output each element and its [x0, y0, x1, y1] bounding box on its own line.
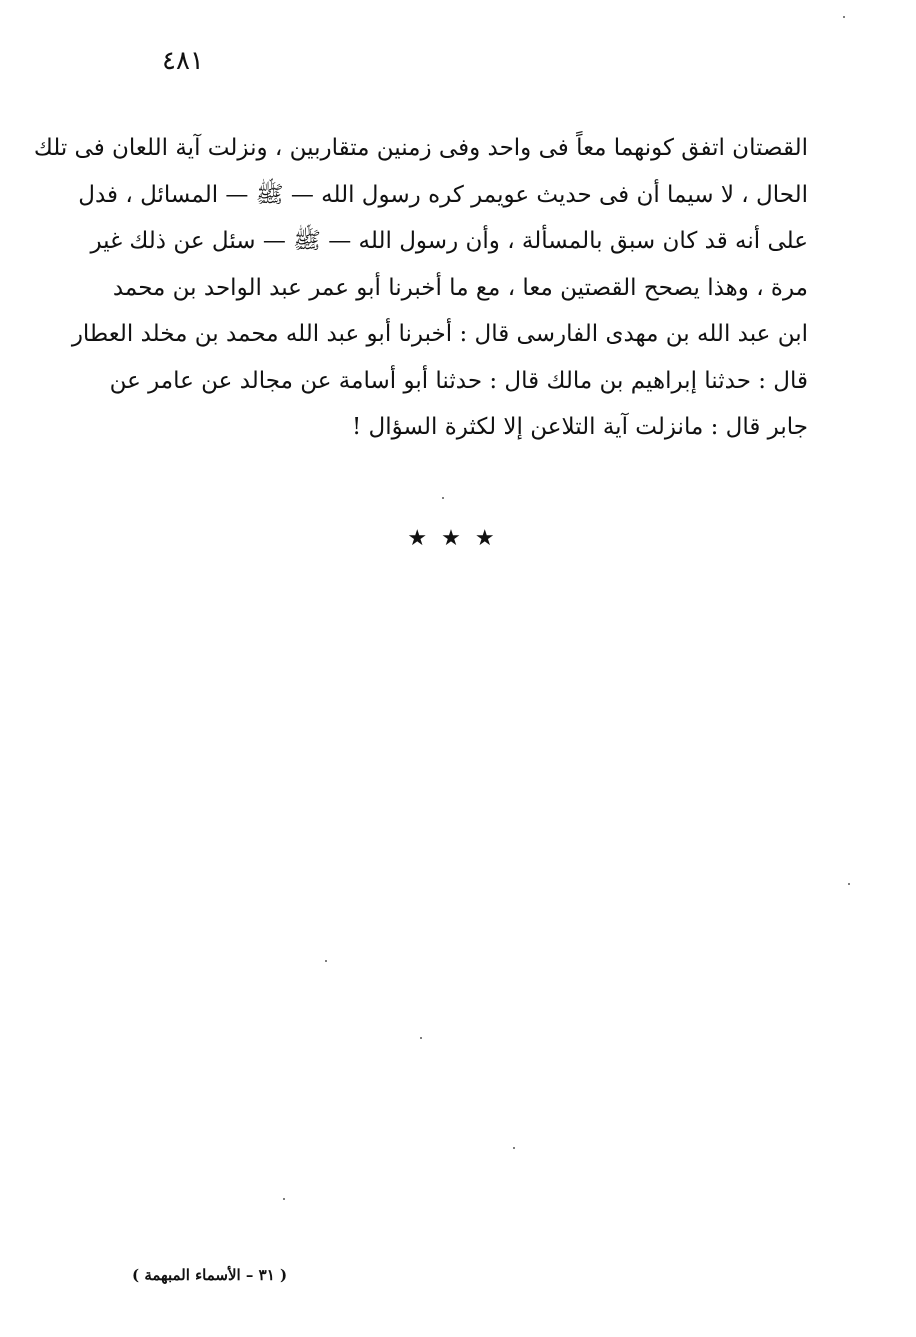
- section-separator-stars: ★★★: [407, 526, 509, 551]
- scan-speck: [420, 1037, 422, 1039]
- page-number: ٤٨١: [162, 46, 204, 76]
- body-line: جابر قال : مانزلت آية التلاعن إلا لكثرة السؤال !: [351, 414, 808, 440]
- scan-speck: [843, 16, 845, 18]
- body-line: قال : حدثنا إبراهيم بن مالك قال : حدثنا أبو أسامة عن مجالد عن عامر عن: [109, 367, 808, 394]
- scan-speck: [848, 883, 850, 885]
- scan-speck: [325, 960, 327, 962]
- body-line: ابن عبد الله بن مهدى الفارسى قال : أخبرنا أبو عبد الله محمد بن مخلد العطار: [71, 321, 808, 347]
- scan-speck: [513, 1147, 515, 1149]
- body-line: على أنه قد كان سبق بالمسألة ، وأن رسول الله — ﷺ — سئل عن ذلك غير: [90, 228, 808, 254]
- footer-signature: ( ٣١ – الأسماء المبهمة ): [132, 1266, 288, 1284]
- body-line: مرة ، وهذا يصحح القصتين معا ، مع ما أخبرنا أبو عمر عبد الواحد بن محمد: [112, 274, 808, 301]
- body-line: القصتان اتفق كونهما معاً فى واحد وفى زمنين متقاربين ، ونزلت آية اللعان فى تلك: [33, 135, 808, 161]
- body-text: [33, 125, 808, 451]
- scan-speck: [283, 1198, 285, 1200]
- scan-speck: [442, 497, 444, 499]
- body-line: الحال ، لا سيما أن فى حديث عويمر كره رسول الله — ﷺ — المسائل ، فدل: [78, 181, 808, 208]
